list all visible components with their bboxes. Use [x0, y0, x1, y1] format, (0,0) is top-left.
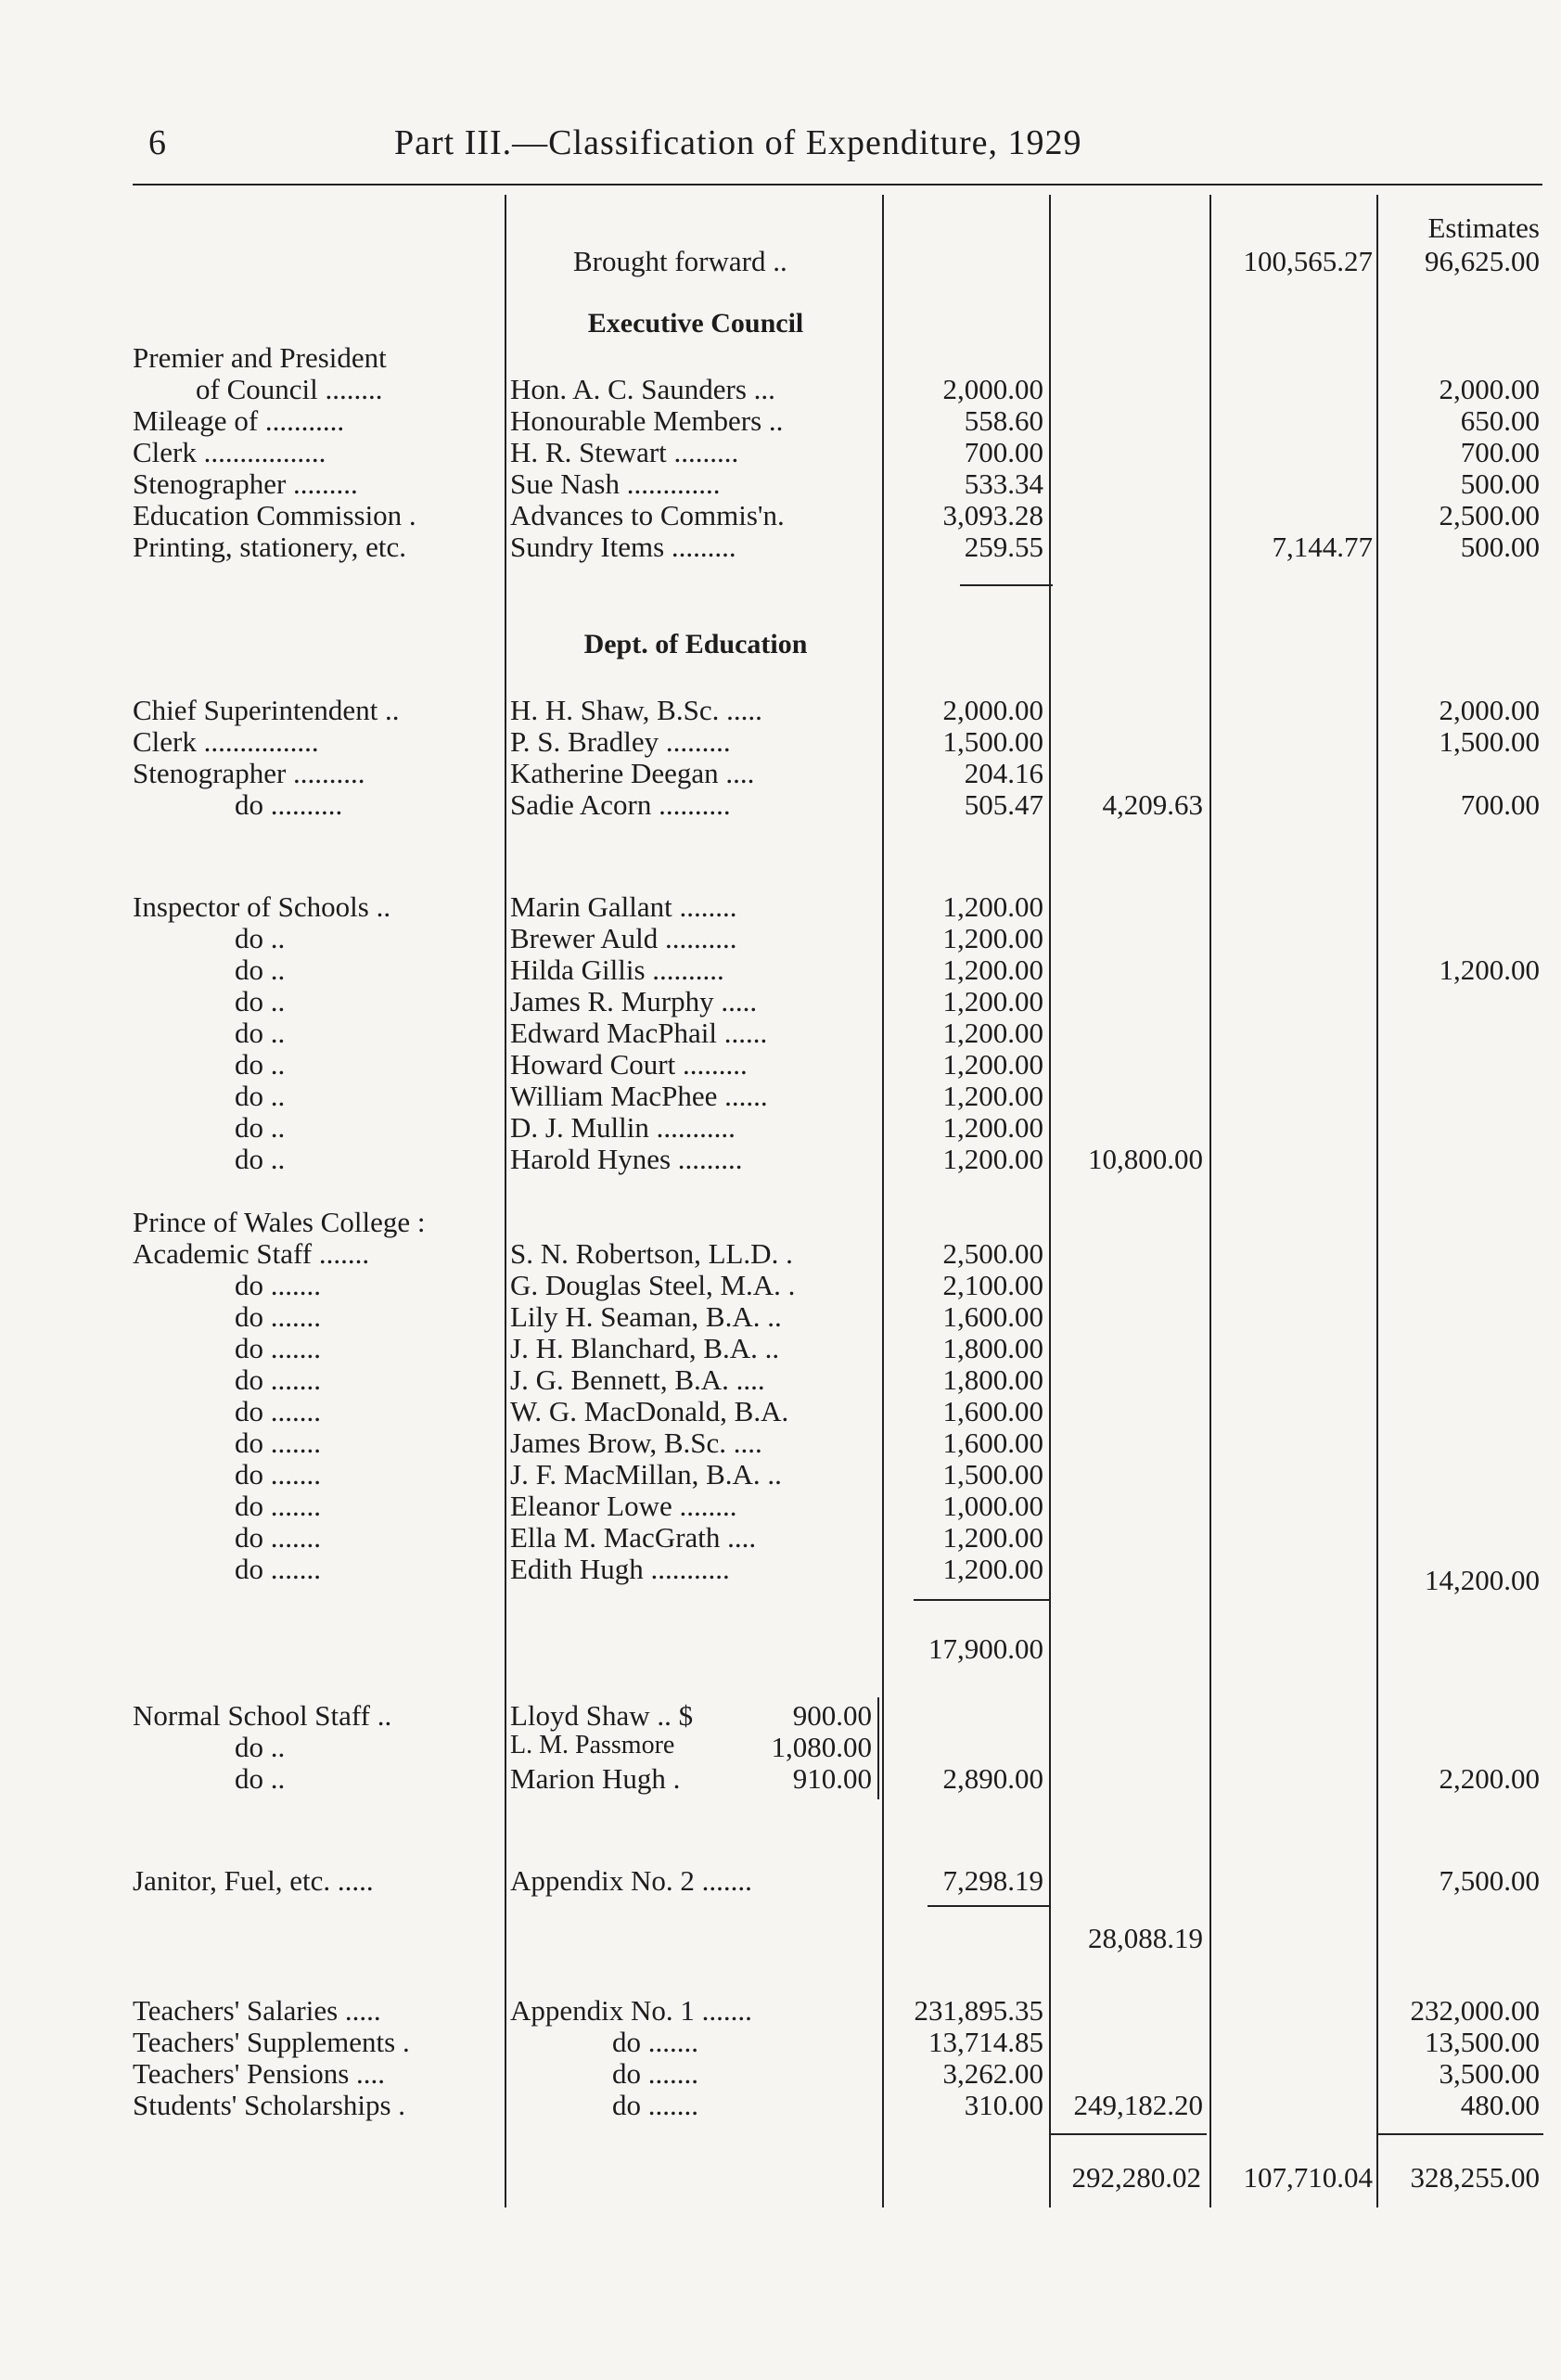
row-label: do .......	[235, 1458, 321, 1491]
table-row	[0, 1017, 1561, 1048]
table-row	[0, 1363, 1561, 1395]
row-estimate: 500.00	[1460, 467, 1540, 500]
row-amount: 1,000.00	[942, 1490, 1043, 1522]
table-row	[0, 531, 1561, 562]
table-row	[0, 373, 1561, 404]
row-payee: James Brow, B.Sc. ....	[510, 1427, 762, 1459]
row-subtotal: 249,182.20	[1073, 2089, 1203, 2121]
section-heading-row	[0, 629, 1561, 660]
row-sub-amount: 910.00	[792, 1762, 872, 1795]
table-row	[0, 1332, 1561, 1363]
row-estimate: 500.00	[1460, 531, 1540, 563]
row-payee: G. Douglas Steel, M.A. .	[510, 1269, 796, 1301]
row-amount: 204.16	[964, 757, 1043, 789]
row-amount: 1,200.00	[942, 953, 1043, 986]
row-amount: 1,200.00	[942, 890, 1043, 923]
row-payee: H. H. Shaw, B.Sc. .....	[510, 694, 762, 726]
row-label: Normal School Staff ..	[133, 1699, 392, 1732]
row-label: Clerk ................	[133, 725, 319, 758]
row-amount: 1,200.00	[942, 1521, 1043, 1554]
row-label: do ..	[235, 985, 286, 1017]
row-label: do ..	[235, 922, 286, 954]
table-row	[0, 404, 1561, 436]
table-row	[0, 890, 1561, 922]
row-label: do ..	[235, 1143, 286, 1175]
row-payee: J. F. MacMillan, B.A. ..	[510, 1458, 782, 1491]
row-payee: Appendix No. 1 .......	[510, 1994, 752, 2027]
row-subtotal: 10,800.00	[1088, 1143, 1203, 1175]
row-payee: Howard Court .........	[510, 1048, 748, 1081]
brought-forward-row	[0, 245, 1561, 276]
row-payee: J. G. Bennett, B.A. ....	[510, 1363, 765, 1396]
row-payee: P. S. Bradley .........	[510, 725, 731, 758]
row-label: Clerk .................	[133, 436, 326, 468]
row-label: of Council ........	[196, 373, 383, 405]
table-row	[0, 341, 1561, 373]
table-row	[0, 1080, 1561, 1111]
subtotal-row	[0, 1922, 1561, 1953]
row-amount: 2,000.00	[942, 373, 1043, 405]
row-label: do ..	[235, 1731, 286, 1763]
row-payee: James R. Murphy .....	[510, 985, 758, 1017]
table-row	[0, 1206, 1561, 1237]
row-estimate: 1,500.00	[1439, 725, 1540, 758]
row-amount: 533.34	[964, 467, 1043, 500]
row-amount: 3,093.28	[942, 499, 1043, 531]
row-sub-amount: 1,080.00	[771, 1731, 872, 1763]
row-payee: Marion Hugh .	[510, 1762, 681, 1795]
row-label: Chief Superintendent ..	[133, 694, 400, 726]
row-payee: Appendix No. 2 .......	[510, 1864, 752, 1897]
row-payee: Edith Hugh ...........	[510, 1553, 730, 1585]
brought-forward-total: 100,565.27	[1243, 245, 1373, 277]
totals-row	[0, 2161, 1561, 2193]
table-row	[0, 757, 1561, 788]
estimates-heading: Estimates	[1427, 211, 1540, 244]
table-row	[0, 1111, 1561, 1143]
table-row	[0, 1521, 1561, 1553]
row-amount: 700.00	[964, 436, 1043, 468]
row-estimate: 7,500.00	[1439, 1864, 1540, 1897]
row-label: do .......	[235, 1300, 321, 1333]
table-row	[0, 1699, 1561, 1731]
brought-forward-label: Brought forward ..	[573, 245, 787, 277]
estimates-heading-row	[0, 211, 1561, 243]
subtotal-rule	[960, 584, 1053, 586]
row-payee: Marin Gallant ........	[510, 890, 737, 923]
row-label: Students' Scholarships .	[133, 2089, 406, 2121]
row-estimate: 2,000.00	[1439, 373, 1540, 405]
table-row	[0, 725, 1561, 757]
row-label: do .......	[235, 1553, 321, 1585]
table-row	[0, 1269, 1561, 1300]
row-subtotal: 7,144.77	[1272, 531, 1373, 563]
row-payee: Advances to Commis'n.	[510, 499, 785, 531]
row-sub-amount: 900.00	[792, 1699, 872, 1732]
row-estimate: 480.00	[1460, 2089, 1540, 2121]
row-estimate: 13,500.00	[1425, 2026, 1540, 2058]
pwc-subtotal: 17,900.00	[928, 1632, 1043, 1665]
header-rule	[133, 184, 1542, 186]
total-estimates: 328,255.00	[1410, 2161, 1540, 2194]
row-payee: Lloyd Shaw .. $	[510, 1699, 694, 1732]
table-row	[0, 1762, 1561, 1794]
row-label: do .......	[235, 1490, 321, 1522]
row-label: Mileage of ...........	[133, 404, 345, 437]
row-label: do .......	[235, 1363, 321, 1396]
row-label: do ..	[235, 953, 286, 986]
row-amount: 1,200.00	[942, 985, 1043, 1017]
row-amount: 1,200.00	[942, 922, 1043, 954]
row-label: do ..	[235, 1111, 286, 1144]
total-subtotals: 107,710.04	[1243, 2161, 1373, 2194]
row-amount: 1,600.00	[942, 1427, 1043, 1459]
table-row	[0, 1731, 1561, 1762]
row-amount: 1,200.00	[942, 1143, 1043, 1175]
table-row	[0, 1300, 1561, 1332]
row-amount: 7,298.19	[942, 1864, 1043, 1897]
row-label: Stenographer .........	[133, 467, 358, 500]
row-amount: 558.60	[964, 404, 1043, 437]
row-amount: 1,500.00	[942, 725, 1043, 758]
row-estimate: 2,500.00	[1439, 499, 1540, 531]
row-amount: 1,200.00	[942, 1017, 1043, 1049]
subtotal-row	[0, 1632, 1561, 1664]
table-row	[0, 694, 1561, 725]
section-heading-executive: Executive Council	[587, 308, 804, 339]
total-amount: 292,280.02	[1071, 2161, 1201, 2194]
row-label: do .......	[235, 1332, 321, 1364]
row-label: Teachers' Supplements .	[133, 2026, 410, 2058]
row-amount: 1,800.00	[942, 1332, 1043, 1364]
table-row	[0, 2089, 1561, 2120]
table-row	[0, 436, 1561, 467]
row-label: do .......	[235, 1395, 321, 1427]
table-row	[0, 2057, 1561, 2089]
section-heading-education: Dept. of Education	[583, 629, 808, 659]
row-amount: 259.55	[964, 531, 1043, 563]
row-amount: 1,200.00	[942, 1048, 1043, 1081]
row-payee: Hilda Gillis ..........	[510, 953, 724, 986]
row-amount: 1,600.00	[942, 1395, 1043, 1427]
row-payee: H. R. Stewart .........	[510, 436, 739, 468]
row-label: do ..	[235, 1762, 286, 1795]
row-payee: Brewer Auld ..........	[510, 922, 737, 954]
subtotal-rule	[928, 1905, 1049, 1907]
row-label: do ..	[235, 1048, 286, 1081]
row-estimate: 700.00	[1460, 436, 1540, 468]
row-estimate: 3,500.00	[1439, 2057, 1540, 2090]
section-heading-row	[0, 308, 1561, 339]
total-rule	[1376, 2133, 1543, 2135]
table-row	[0, 1048, 1561, 1080]
row-amount: 1,200.00	[942, 1553, 1043, 1585]
page-number: 6	[148, 123, 166, 162]
table-row	[0, 1994, 1561, 2026]
row-amount: 3,262.00	[942, 2057, 1043, 2090]
row-label: do ..	[235, 1017, 286, 1049]
page-title: Part III.—Classification of Expenditure, 1929	[394, 123, 1082, 162]
row-label: Printing, stationery, etc.	[133, 531, 407, 563]
row-payee: Hon. A. C. Saunders ...	[510, 373, 775, 405]
row-payee: D. J. Mullin ...........	[510, 1111, 736, 1144]
table-row	[0, 953, 1561, 985]
row-estimate: 650.00	[1460, 404, 1540, 437]
row-label: Teachers' Pensions ....	[133, 2057, 386, 2090]
table-row	[0, 1553, 1561, 1596]
row-estimate: 14,200.00	[1425, 1564, 1540, 1596]
row-label: do .......	[235, 1269, 321, 1301]
table-row	[0, 2026, 1561, 2057]
total-rule	[1049, 2133, 1207, 2135]
row-estimate: 700.00	[1460, 788, 1540, 821]
row-amount: 1,200.00	[942, 1111, 1043, 1144]
row-label: Stenographer ..........	[133, 757, 365, 789]
row-payee: do .......	[612, 2057, 698, 2090]
subtotal-rule	[914, 1599, 1049, 1601]
row-amount: 2,500.00	[942, 1237, 1043, 1270]
brought-forward-estimate: 96,625.00	[1425, 245, 1540, 277]
table-row	[0, 922, 1561, 953]
row-payee: J. H. Blanchard, B.A. ..	[510, 1332, 780, 1364]
row-payee: Edward MacPhail ......	[510, 1017, 768, 1049]
row-estimate: 2,200.00	[1439, 1762, 1540, 1795]
row-label: Janitor, Fuel, etc. .....	[133, 1864, 374, 1897]
row-payee: Ella M. MacGrath ....	[510, 1521, 757, 1554]
row-amount: 231,895.35	[914, 1994, 1043, 2027]
row-payee: Katherine Deegan ....	[510, 757, 755, 789]
row-label: Premier and President	[133, 341, 387, 374]
row-amount: 505.47	[964, 788, 1043, 821]
table-row	[0, 1143, 1561, 1174]
row-label: do .......	[235, 1427, 321, 1459]
pwc-total: 28,088.19	[1088, 1922, 1203, 1954]
row-payee: L. M. Passmore	[510, 1731, 675, 1759]
row-label: Inspector of Schools ..	[133, 890, 391, 923]
row-payee: Sadie Acorn ..........	[510, 788, 731, 821]
row-payee: W. G. MacDonald, B.A.	[510, 1395, 789, 1427]
row-amount: 13,714.85	[928, 2026, 1043, 2058]
row-label: Education Commission .	[133, 499, 416, 531]
row-amount: 2,000.00	[942, 694, 1043, 726]
table-row	[0, 985, 1561, 1017]
row-payee: do .......	[612, 2026, 698, 2058]
row-estimate: 2,000.00	[1439, 694, 1540, 726]
row-payee: do .......	[612, 2089, 698, 2121]
row-amount: 1,600.00	[942, 1300, 1043, 1333]
row-payee: Sundry Items .........	[510, 531, 736, 563]
row-label: do .......	[235, 1521, 321, 1554]
sub-amount-rule	[877, 1697, 879, 1799]
row-amount: 310.00	[964, 2089, 1043, 2121]
row-amount: 1,200.00	[942, 1080, 1043, 1112]
row-amount: 2,100.00	[942, 1269, 1043, 1301]
row-payee: S. N. Robertson, LL.D. .	[510, 1237, 793, 1270]
row-subtotal: 4,209.63	[1102, 788, 1203, 821]
row-label: Teachers' Salaries .....	[133, 1994, 381, 2027]
table-row	[0, 467, 1561, 499]
table-row	[0, 788, 1561, 820]
row-label: do ..	[235, 1080, 286, 1112]
row-amount: 1,800.00	[942, 1363, 1043, 1396]
row-payee: Harold Hynes .........	[510, 1143, 743, 1175]
row-payee: Lily H. Seaman, B.A. ..	[510, 1300, 782, 1333]
table-row	[0, 499, 1561, 531]
table-row	[0, 1237, 1561, 1269]
table-row	[0, 1490, 1561, 1521]
row-payee: Sue Nash .............	[510, 467, 721, 500]
row-amount: 1,500.00	[942, 1458, 1043, 1491]
row-amount: 2,890.00	[942, 1762, 1043, 1795]
row-estimate: 1,200.00	[1439, 953, 1540, 986]
row-payee: Honourable Members ..	[510, 404, 784, 437]
table-row	[0, 1395, 1561, 1427]
row-label: do ..........	[235, 788, 343, 821]
row-label: Academic Staff .......	[133, 1237, 370, 1270]
pwc-title: Prince of Wales College :	[133, 1206, 426, 1238]
table-row	[0, 1458, 1561, 1490]
table-row	[0, 1864, 1561, 1896]
row-estimate: 232,000.00	[1410, 1994, 1540, 2027]
row-payee: William MacPhee ......	[510, 1080, 768, 1112]
row-payee: Eleanor Lowe ........	[510, 1490, 737, 1522]
table-row	[0, 1427, 1561, 1458]
